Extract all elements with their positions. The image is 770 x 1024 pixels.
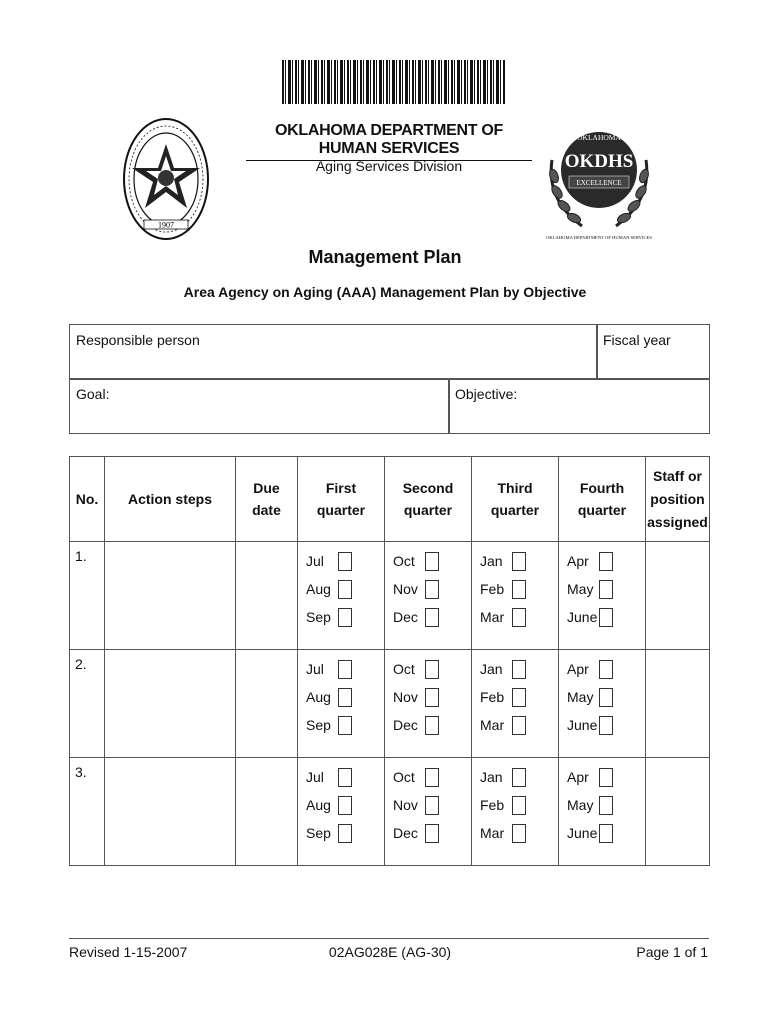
okdhs-logo (544, 120, 654, 245)
month-label: Mar (480, 717, 505, 733)
month-label: Jan (480, 553, 503, 569)
month-checkbox[interactable] (338, 580, 352, 599)
staff-assigned-cell[interactable] (646, 758, 710, 866)
month-option (480, 791, 558, 819)
month-label: Oct (393, 769, 415, 785)
month-checkbox[interactable] (338, 688, 352, 707)
month-label: Oct (393, 553, 415, 569)
month-option (480, 763, 558, 791)
objective-label: Objective: (455, 386, 518, 402)
month-option (567, 819, 645, 847)
month-checkbox[interactable] (425, 796, 439, 815)
quarter-cell-q2 (385, 650, 472, 758)
month-option (306, 655, 384, 683)
month-label: Apr (567, 661, 589, 677)
month-label: Feb (480, 797, 505, 813)
quarter-cell-q4 (559, 650, 646, 758)
month-option (567, 791, 645, 819)
month-option (306, 547, 384, 575)
month-checkbox[interactable] (512, 608, 526, 627)
form-number: 02AG028E (AG-30) (328, 944, 452, 960)
month-label: Apr (567, 553, 589, 569)
month-label: Mar (480, 825, 505, 841)
month-checkbox[interactable] (599, 768, 613, 787)
month-label: Nov (393, 581, 418, 597)
month-option (393, 603, 471, 631)
month-option (567, 603, 645, 631)
month-option (393, 763, 471, 791)
month-checkbox[interactable] (338, 660, 352, 679)
month-label: Aug (306, 581, 331, 597)
page-subtitle: Area Agency on Aging (AAA) Management Plan by Objective (183, 284, 587, 300)
month-label: Dec (393, 825, 418, 841)
month-option (480, 575, 558, 603)
month-label: Sep (306, 717, 331, 733)
objective-field[interactable] (448, 378, 710, 434)
state-seal-icon (122, 116, 210, 242)
department-title: OKLAHOMA DEPARTMENT OF HUMAN SERVICES (246, 122, 532, 161)
header-fourth-quarter: Fourth quarter (559, 457, 646, 542)
month-checkbox[interactable] (425, 608, 439, 627)
row-number: 2. (70, 650, 105, 758)
quarter-cell-q1 (298, 758, 385, 866)
month-option (480, 683, 558, 711)
action-steps-cell[interactable] (105, 542, 236, 650)
month-checkbox[interactable] (425, 824, 439, 843)
month-option (393, 791, 471, 819)
logo-top-text: OKLAHOMA (577, 133, 621, 142)
goal-field[interactable] (69, 378, 450, 434)
action-steps-cell[interactable] (105, 650, 236, 758)
month-label: Sep (306, 825, 331, 841)
month-option (480, 603, 558, 631)
month-label: June (567, 825, 598, 841)
quarter-cell-q2 (385, 542, 472, 650)
table-row (70, 542, 710, 650)
month-option (567, 683, 645, 711)
month-label: Jul (306, 661, 324, 677)
month-checkbox[interactable] (512, 824, 526, 843)
month-checkbox[interactable] (338, 608, 352, 627)
month-label: Nov (393, 689, 418, 705)
month-option (567, 547, 645, 575)
quarter-cell-q3 (472, 542, 559, 650)
month-checkbox[interactable] (599, 552, 613, 571)
month-checkbox[interactable] (425, 768, 439, 787)
month-label: June (567, 609, 598, 625)
month-option (480, 547, 558, 575)
logo-caption: OKLAHOMA DEPARTMENT OF HUMAN SERVICES (546, 235, 652, 240)
month-checkbox[interactable] (599, 796, 613, 815)
month-label: June (567, 717, 598, 733)
month-option (393, 683, 471, 711)
action-steps-table (69, 456, 710, 866)
month-checkbox[interactable] (512, 580, 526, 599)
month-label: Mar (480, 609, 505, 625)
month-option (306, 711, 384, 739)
header-third-quarter: Third quarter (472, 457, 559, 542)
month-checkbox[interactable] (512, 768, 526, 787)
month-checkbox[interactable] (338, 796, 352, 815)
revised-date: Revised 1-15-2007 (69, 944, 188, 960)
table-header-row (70, 457, 710, 542)
goal-label: Goal: (76, 386, 110, 402)
month-checkbox[interactable] (599, 688, 613, 707)
month-label: Jul (306, 553, 324, 569)
month-label: Feb (480, 581, 505, 597)
month-checkbox[interactable] (512, 660, 526, 679)
month-checkbox[interactable] (425, 716, 439, 735)
logo-banner-text: EXCELLENCE (576, 179, 622, 187)
staff-assigned-cell[interactable] (646, 650, 710, 758)
month-checkbox[interactable] (425, 580, 439, 599)
page-title: Management Plan (308, 247, 462, 267)
month-option (567, 655, 645, 683)
month-label: Apr (567, 769, 589, 785)
month-checkbox[interactable] (338, 768, 352, 787)
quarter-cell-q4 (559, 542, 646, 650)
header-staff-assigned: Staff or position assigned (646, 457, 710, 542)
quarter-cell-q1 (298, 650, 385, 758)
month-option (480, 819, 558, 847)
staff-assigned-cell[interactable] (646, 542, 710, 650)
month-option (306, 683, 384, 711)
month-checkbox[interactable] (512, 716, 526, 735)
table-row (70, 650, 710, 758)
month-option (306, 575, 384, 603)
month-option (306, 819, 384, 847)
logo-main-text: OKDHS (564, 151, 634, 172)
due-date-cell[interactable] (236, 650, 298, 758)
month-option (393, 819, 471, 847)
month-checkbox[interactable] (338, 824, 352, 843)
month-label: Aug (306, 797, 331, 813)
page-number: Page 1 of 1 (636, 944, 708, 960)
month-label: Feb (480, 689, 505, 705)
month-option (567, 711, 645, 739)
month-option (480, 655, 558, 683)
month-checkbox[interactable] (425, 660, 439, 679)
month-option (393, 575, 471, 603)
month-label: Nov (393, 797, 418, 813)
month-label: May (567, 581, 594, 597)
month-checkbox[interactable] (599, 580, 613, 599)
month-option (306, 603, 384, 631)
month-label: May (567, 689, 594, 705)
division-name: Aging Services Division (315, 158, 463, 174)
month-label: Jan (480, 769, 503, 785)
quarter-cell-q4 (559, 758, 646, 866)
month-label: May (567, 797, 594, 813)
action-steps-cell[interactable] (105, 758, 236, 866)
month-label: Sep (306, 609, 331, 625)
month-label: Dec (393, 717, 418, 733)
header-second-quarter: Second quarter (385, 457, 472, 542)
month-option (480, 711, 558, 739)
month-checkbox[interactable] (338, 552, 352, 571)
header-action-steps: Action steps (105, 457, 236, 542)
month-checkbox[interactable] (599, 716, 613, 735)
row-number: 3. (70, 758, 105, 866)
due-date-cell[interactable] (236, 542, 298, 650)
month-checkbox[interactable] (338, 716, 352, 735)
due-date-cell[interactable] (236, 758, 298, 866)
month-checkbox[interactable] (599, 660, 613, 679)
month-checkbox[interactable] (599, 824, 613, 843)
month-label: Jan (480, 661, 503, 677)
month-option (306, 763, 384, 791)
quarter-cell-q3 (472, 758, 559, 866)
header-due-date: Due date (236, 457, 298, 542)
fiscal-year-label: Fiscal year (603, 332, 671, 348)
month-checkbox[interactable] (512, 796, 526, 815)
month-checkbox[interactable] (599, 608, 613, 627)
header-no: No. (70, 457, 105, 542)
month-option (306, 791, 384, 819)
month-label: Jul (306, 769, 324, 785)
month-label: Oct (393, 661, 415, 677)
month-option (567, 575, 645, 603)
responsible-person-label: Responsible person (76, 332, 200, 348)
quarter-cell-q2 (385, 758, 472, 866)
table-row (70, 758, 710, 866)
seal-year: 1907 (158, 220, 174, 230)
fiscal-year-field[interactable] (596, 324, 710, 380)
month-checkbox[interactable] (425, 688, 439, 707)
header-first-quarter: First quarter (298, 457, 385, 542)
row-number: 1. (70, 542, 105, 650)
month-checkbox[interactable] (512, 688, 526, 707)
month-checkbox[interactable] (425, 552, 439, 571)
barcode (282, 60, 506, 104)
month-option (393, 547, 471, 575)
month-label: Dec (393, 609, 418, 625)
month-option (393, 655, 471, 683)
quarter-cell-q1 (298, 542, 385, 650)
responsible-person-field[interactable] (69, 324, 598, 380)
month-option (393, 711, 471, 739)
month-option (567, 763, 645, 791)
footer-divider (69, 938, 709, 939)
month-label: Aug (306, 689, 331, 705)
month-checkbox[interactable] (512, 552, 526, 571)
quarter-cell-q3 (472, 650, 559, 758)
